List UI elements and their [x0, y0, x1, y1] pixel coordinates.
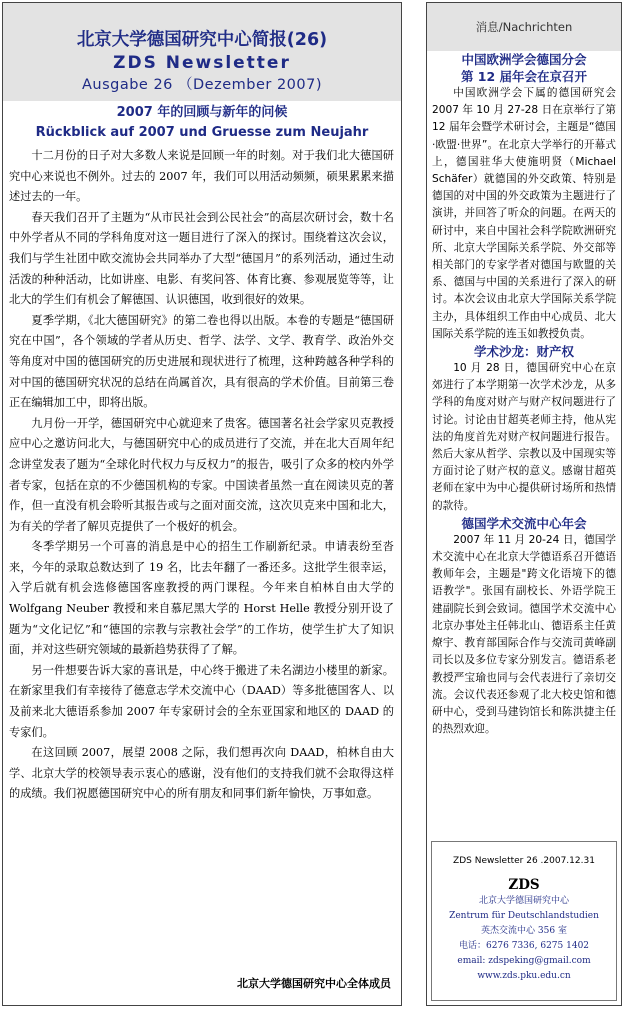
- article-signature: 北京大学德国研究中心全体成员: [237, 977, 391, 990]
- newsletter-title-en: ZDS Newsletter: [113, 53, 291, 73]
- news-item: [432, 532, 616, 738]
- article-paragraph: 另一件想要告诉大家的喜讯是，中心终于搬进了未名湖边小楼里的新家。在新家里我们有幸接待了德意志学术交流中心（DAAD）等多批德国客人、以及前来北大德语系参加 2007 年专家研讨会的全东亚国家和地区的 DAAD 的专家们。: [9, 663, 394, 739]
- contact-phone: 电话：6276 7336, 6275 1402: [458, 941, 590, 951]
- article-paragraph: 冬季学期另一个可喜的消息是中心的招生工作刷新纪录。申请表纷至沓来，今年的录取总数达到了 19 名，比去年翻了一番还多。这批学生很幸运，入学后就有机会选修德国客座教授的两门课程。今年来自柏林自由大学的 Wolfgang Neuber 教授和来自慕尼黑大学的 Horst Helle 教授分别开设了题为“文化记忆”和“德国的宗教与宗教社会学”的工作坊，使学生扩大了知识面，并对这些研究领域的最新趋势获得了了解。: [9, 540, 394, 657]
- news-sidebar: [426, 2, 622, 1006]
- article-paragraph: 夏季学期，《北大德国研究》的第二卷也得以出版。本卷的专题是“德国研究在中国”，各个领域的学者从历史、哲学、法学、文学、教育学、政治外交等角度对中国的德国研究的历史进展和现状进行了梳理，这种跨越各种学科的对中国的德国研究状况的总结在尚属首次，具有很高的学术价值。目前第三卷正在编辑加工中，即将出版。: [9, 313, 394, 410]
- article-title-de: Rückblick auf 2007 und Gruesse zum Neujahr: [35, 125, 369, 140]
- contact-org-de: Zentrum für Deutschlandstudien: [449, 911, 599, 921]
- news-heading: 学术沙龙：财产权: [473, 344, 574, 360]
- article-paragraph: 在这回顾 2007，展望 2008 之际，我们想再次向 DAAD，柏林自由大学、北京大学的校领导表示衷心的感谢，没有他们的支持我们就不会取得这样的成绩。我们祝愿德国研究中心的所有朋友和同事们新年愉快，万事如意。: [9, 746, 394, 801]
- sidebar-news-list: [427, 51, 621, 738]
- masthead: [3, 3, 401, 101]
- news-item: [432, 360, 616, 515]
- contact-website[interactable]: www.zds.pku.edu.cn: [477, 971, 571, 981]
- article-paragraph: 九月份一开学，德国研究中心就迎来了贵客。德国著名社会学家贝克教授应中心之邀访问北大，与德国研究中心的成员进行了交流，并在北大百周年纪念讲堂发表了题为“全球化时代权力与反权力”的报告，吸引了众多的校内外学者专家，包括在京的不少德国机构的专家。中国读者虽然一直在阅读贝克的著作，但一直没有机会聆听其报告或与之面对面交流，这次贝克来中国和北大，为有关的学者了解贝克提供了一个极好的机会。: [9, 416, 394, 533]
- news-heading: 中国欧洲学会德国分会 第 12 届年会在京召开: [460, 52, 588, 84]
- article-paragraph: 春天我们召开了主题为“从市民社会到公民社会”的高层次研讨会，数十名中外学者从不同的学科角度对这一题目进行了深入的探讨。围绕着这次会议，我们与学生社团中欧交流协会共同举办了大型“德国月”的系列活动，通过生动活泼的种种活动，比如讲座、电影、有奖问答、体育比赛、参观展览等等，让北大的学生们有机会了解德国、认识德国，收到很好的效果。: [9, 210, 394, 307]
- article-title-cn: 2007 年的回顾与新年的问候: [116, 105, 288, 120]
- contact-email[interactable]: email: zdspeking@gmail.com: [457, 956, 591, 966]
- contact-org-cn: 北京大学德国研究中心: [478, 896, 569, 906]
- newsletter-title-cn: 北京大学德国研究中心简报(26): [76, 30, 328, 50]
- news-text: 2007 年 11 月 20-24 日，德国学术交流中心在北京大学德语系召开德语教师年会，主题是"跨文化语境下的德语教学"。张国有副校长、外语学院王建副院长到会致词。德国学术交流中心北京办事处主任韩北山、德语系主任黄燎宇、教育部国际合作与交流司黄峰副司长以及多位专家分别发言。德语系老教授严宝瑜也同与会代表进行了亲切交流。会议代表还参观了北大校史馆和德研中心，受到马建钧馆长和陈洪捷主任的热烈欢迎。: [432, 533, 616, 736]
- article-paragraph: 十二月份的日子对大多数人来说是回顾一年的时刻。对于我们北大德国研究中心来说也不例外。过去的 2007 年，我们可以用活动频频，硕果累累来描述过去的一年。: [9, 149, 394, 204]
- contact-name: ZDS: [508, 877, 540, 893]
- issue-line: Ausgabe 26 （Dezember 2007): [81, 77, 323, 93]
- news-item: [432, 85, 616, 343]
- main-article-column: [2, 2, 402, 1006]
- contact-address: 英杰交流中心 356 室: [481, 926, 567, 936]
- news-text: 10 月 28 日，德国研究中心在京郊进行了本学期第一次学术沙龙，从多学科的角度对财产与财产权问题进行了讨论。讨论由甘超英老师主持，他从宪法的角度首先对财产权问题进行报告。然后大家从哲学、宗教以及中国现实等方面讨论了财产权的意义。感谢甘超英老师在家中为中心提供研讨场所和热情的款待。: [432, 362, 616, 512]
- contact-box: [431, 841, 617, 1001]
- sidebar-header: 消息/Nachrichten: [427, 3, 621, 51]
- news-text: 中国欧洲学会下属的德国研究会 2007 年 10 月 27-28 日在京举行了第 12 届年会暨学术研讨会，主题是“德国·欧盟·世界”。在北京大学举行的开幕式上，德国驻华大使施明贤（Michael Schäfer）就德国的外交政策、特别是德国的对中国的外交政策为主题进行了演讲，并回答了听众的问题。在两天的研讨中，来自中国社会科学院欧洲研究所、北京大学国际关系学院、外交部等相关部门的专家学者对德国与欧盟的关系、德国与中国的关系进行了深入的研讨。本次会议由北京大学国际关系学院主办，具体组织工作由中心成员、北大国际关系学院的连玉如教授负责。: [432, 87, 616, 340]
- contact-issue-line: ZDS Newsletter 26 .2007.12.31: [453, 856, 595, 866]
- article-body: [3, 144, 401, 805]
- news-heading: 德国学术交流中心年会: [461, 515, 587, 531]
